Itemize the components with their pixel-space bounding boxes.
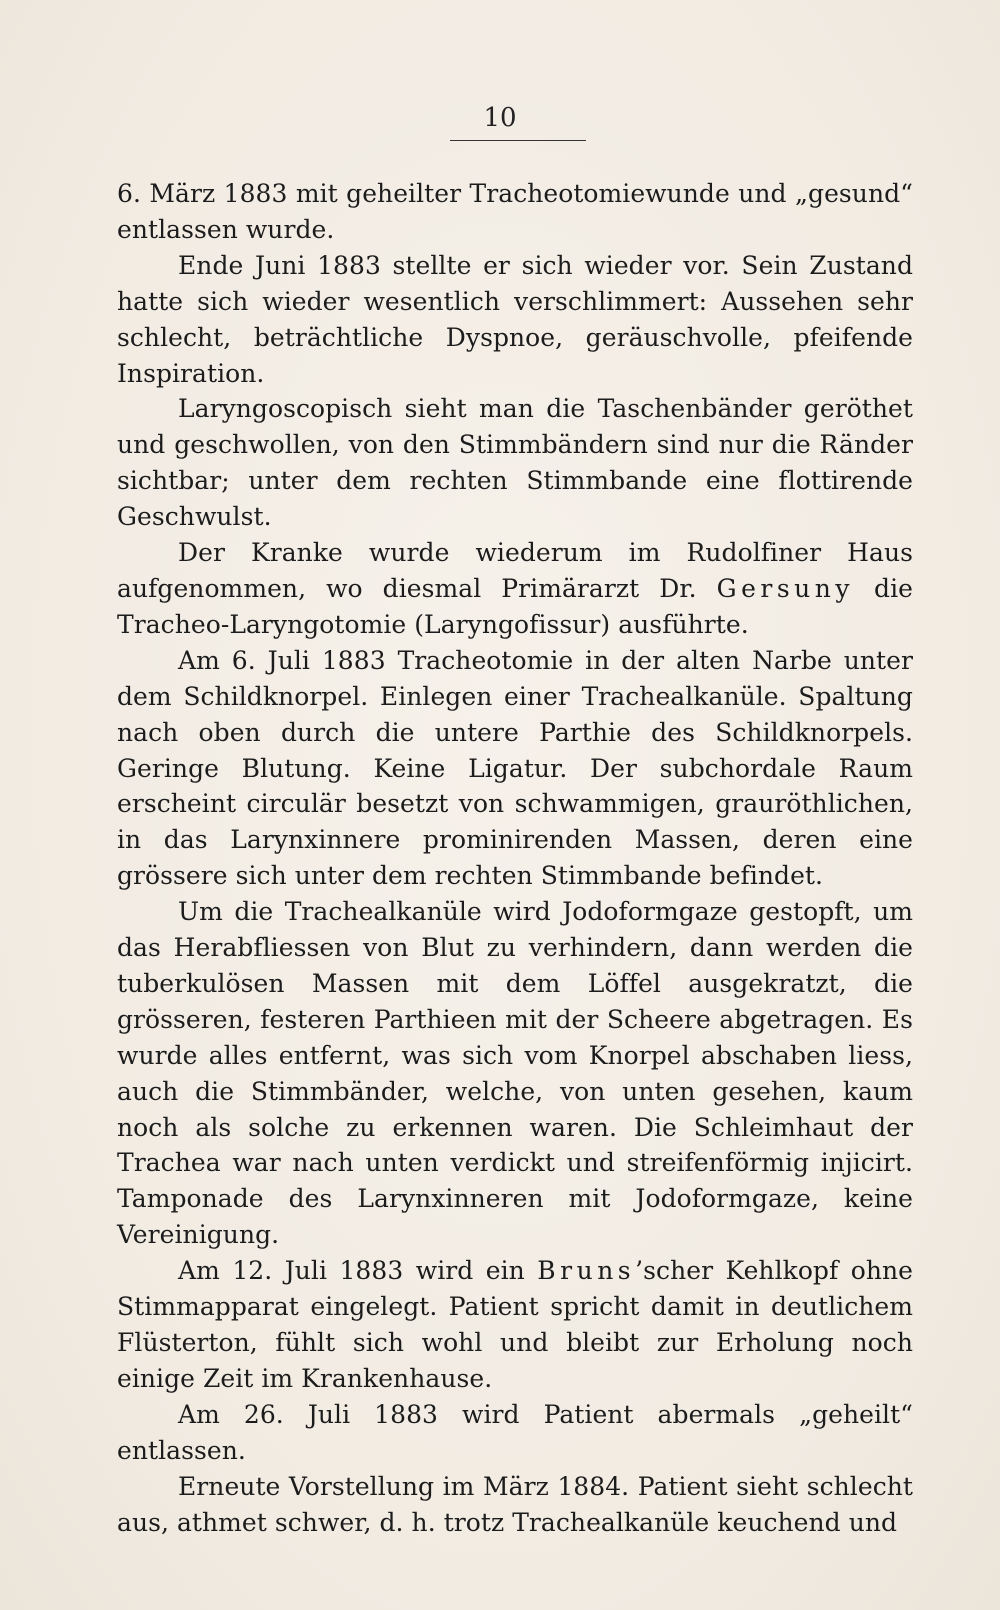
paragraph-8: Am 26. Juli 1883 wird Patient abermals „geheilt“ entlassen. [117, 1399, 913, 1465]
body-text [117, 176, 913, 1540]
paragraph-4 [117, 535, 913, 643]
paragraph-7-text-after: ’scher Kehlkopf ohne Stimmapparat eingelegt. Patient spricht damit in deutlichem Flüsterton, fühlt sich wohl und bleibt zur Erholung noch einige Zeit im Krankenhause. [117, 1256, 913, 1393]
paragraph-2: Ende Juni 1883 stellte er sich wieder vor. Sein Zustand hatte sich wieder wesentlich verschlimmert: Aussehen sehr schlecht, beträchtliche Dyspnoe, geräuschvolle, pfeifende Inspiration. [117, 250, 913, 388]
paragraph-4-text-after: die Tracheo-Laryngotomie (Laryngofissur) ausführte. [117, 573, 913, 639]
person-name-bruns: Bruns [537, 1256, 636, 1286]
paragraph-6: Um die Trachealkanüle wird Jodoformgaze gestopft, um das Herabfliessen von Blut zu verhindern, dann werden die tuberkulösen Massen mit dem Löffel ausgekratzt, die grösseren, festeren Parthieen mit der Scheere abgetragen. Es wurde alles entfernt, was sich vom Knorpel abschaben liess, auch die Stimmbänder, welche, von unten gesehen, kaum noch als solche zu erkennen waren. Die Schleimhaut der Trachea war nach unten verdickt und streifenförmig injicirt. Tamponade des Larynxinneren mit Jodoformgaze, keine Vereinigung. [117, 897, 913, 1250]
paragraph-9: Erneute Vorstellung im März 1884. Patient sieht schlecht aus, athmet schwer, d. h. trotz Trachealkanüle keuchend und [117, 1471, 913, 1537]
paragraph-7-text-before: Am 12. Juli 1883 wird ein [178, 1256, 538, 1286]
paragraph-3: Laryngoscopisch sieht man die Taschenbänder geröthet und geschwollen, von den Stimmbändern sind nur die Ränder sichtbar; unter dem rechten Stimmbande eine flottirende Geschwulst. [117, 394, 913, 532]
paragraph-4-text-before: Der Kranke wurde wiederum im Rudolfiner Haus aufgenommen, wo diesmal Primärarzt Dr. [117, 538, 913, 603]
paragraph-5: Am 6. Juli 1883 Tracheotomie in der alten Narbe unter dem Schildknorpel. Einlegen einer Trachealkanüle. Spaltung nach oben durch die untere Parthie des Schildknorpels. Geringe Blutung. Keine Ligatur. Der subchordale Raum erscheint circulär besetzt von schwammigen, grauröthlichen, in das Larynxinnere prominirenden Massen, deren eine grössere sich unter dem rechten Stimmbande befindet. [117, 645, 913, 891]
header-rule [450, 140, 586, 141]
page-number: 10 [483, 103, 517, 133]
paragraph-7 [117, 1253, 913, 1397]
person-name-gersuny: Gersuny [716, 573, 854, 603]
paragraph-1: 6. März 1883 mit geheilter Tracheotomiewunde und „gesund“ entlassen wurde. [117, 179, 913, 244]
